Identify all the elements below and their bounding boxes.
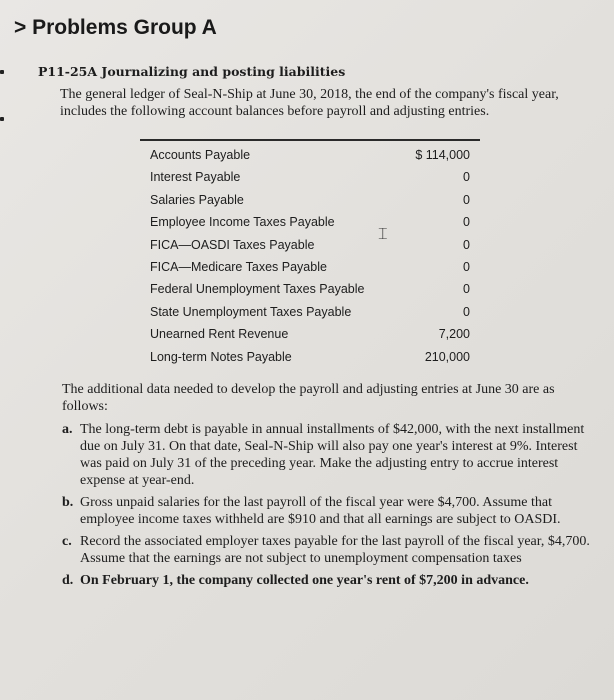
account-name: State Unemployment Taxes Payable <box>150 304 352 319</box>
account-name: Employee Income Taxes Payable <box>150 215 335 230</box>
table-row <box>150 211 470 233</box>
item-text: Gross unpaid salaries for the last payroll of the fiscal year were $4,700. Assume that employee income taxes withheld are $910 and that all earnings are subject to OASDI. <box>80 495 561 527</box>
list-item <box>62 572 592 589</box>
account-amount: 0 <box>463 304 470 319</box>
account-name: FICA—Medicare Taxes Payable <box>150 259 327 274</box>
margin-mark <box>0 70 4 74</box>
table-row <box>150 278 470 300</box>
item-text: The long-term debt is payable in annual installments of $42,000, with the next installment due on July 31. On that date, Seal-N-Ship will also pay one year's interest at 9%. Interest was paid on July 31 of the preceding year. Make the adjusting entry to accrue interest expense at year-end. <box>80 422 585 488</box>
table-row <box>150 301 470 323</box>
account-amount: 0 <box>463 192 470 207</box>
item-letter: a. <box>62 422 73 437</box>
additional-data-list <box>62 421 592 594</box>
account-amount: 0 <box>463 170 470 185</box>
section-heading: > Problems Group A <box>14 16 217 39</box>
list-item <box>62 494 592 528</box>
table-top-rule <box>140 139 480 141</box>
account-name: Long-term Notes Payable <box>150 349 292 364</box>
table-row <box>150 346 470 368</box>
list-item <box>62 533 592 567</box>
account-name: Interest Payable <box>150 170 241 185</box>
table-row <box>150 256 470 278</box>
item-letter: d. <box>62 573 74 588</box>
account-balances-table <box>150 144 470 368</box>
account-amount: 7,200 <box>438 327 470 342</box>
table-row <box>150 234 470 256</box>
additional-data-intro: The additional data needed to develop the payroll and adjusting entries at June 30 are as follows: <box>62 382 555 414</box>
item-text: On February 1, the company collected one year's rent of $7,200 in advance. <box>80 573 529 588</box>
item-letter: c. <box>62 534 72 549</box>
table-row <box>150 166 470 188</box>
account-name: Accounts Payable <box>150 148 251 162</box>
account-name: FICA—OASDI Taxes Payable <box>150 237 315 252</box>
item-text: Record the associated employer taxes payable for the last payroll of the fiscal year, $4,700. Assume that the earnings are not subject to unemployment compensation taxes <box>80 534 590 566</box>
account-name: Salaries Payable <box>150 192 244 207</box>
table-row <box>150 323 470 345</box>
table-row <box>150 189 470 211</box>
account-amount: $ 114,000 <box>415 148 470 162</box>
margin-mark <box>0 117 4 121</box>
problem-intro: The general ledger of Seal-N-Ship at June 30, 2018, the end of the company's fiscal year, includes the following account balances before payroll and adjusting entries. <box>60 87 559 119</box>
account-amount: 0 <box>463 237 470 252</box>
account-amount: 0 <box>463 215 470 230</box>
account-amount: 0 <box>463 282 470 297</box>
account-name: Federal Unemployment Taxes Payable <box>150 282 365 297</box>
item-letter: b. <box>62 495 74 510</box>
account-name: Unearned Rent Revenue <box>150 327 289 342</box>
list-item <box>62 421 592 489</box>
account-amount: 210,000 <box>424 349 470 364</box>
account-amount: 0 <box>463 259 470 274</box>
table-row <box>150 144 470 166</box>
text-cursor-icon: ⌶ <box>378 224 388 243</box>
problem-title: P11-25A Journalizing and posting liabilities <box>38 64 346 79</box>
